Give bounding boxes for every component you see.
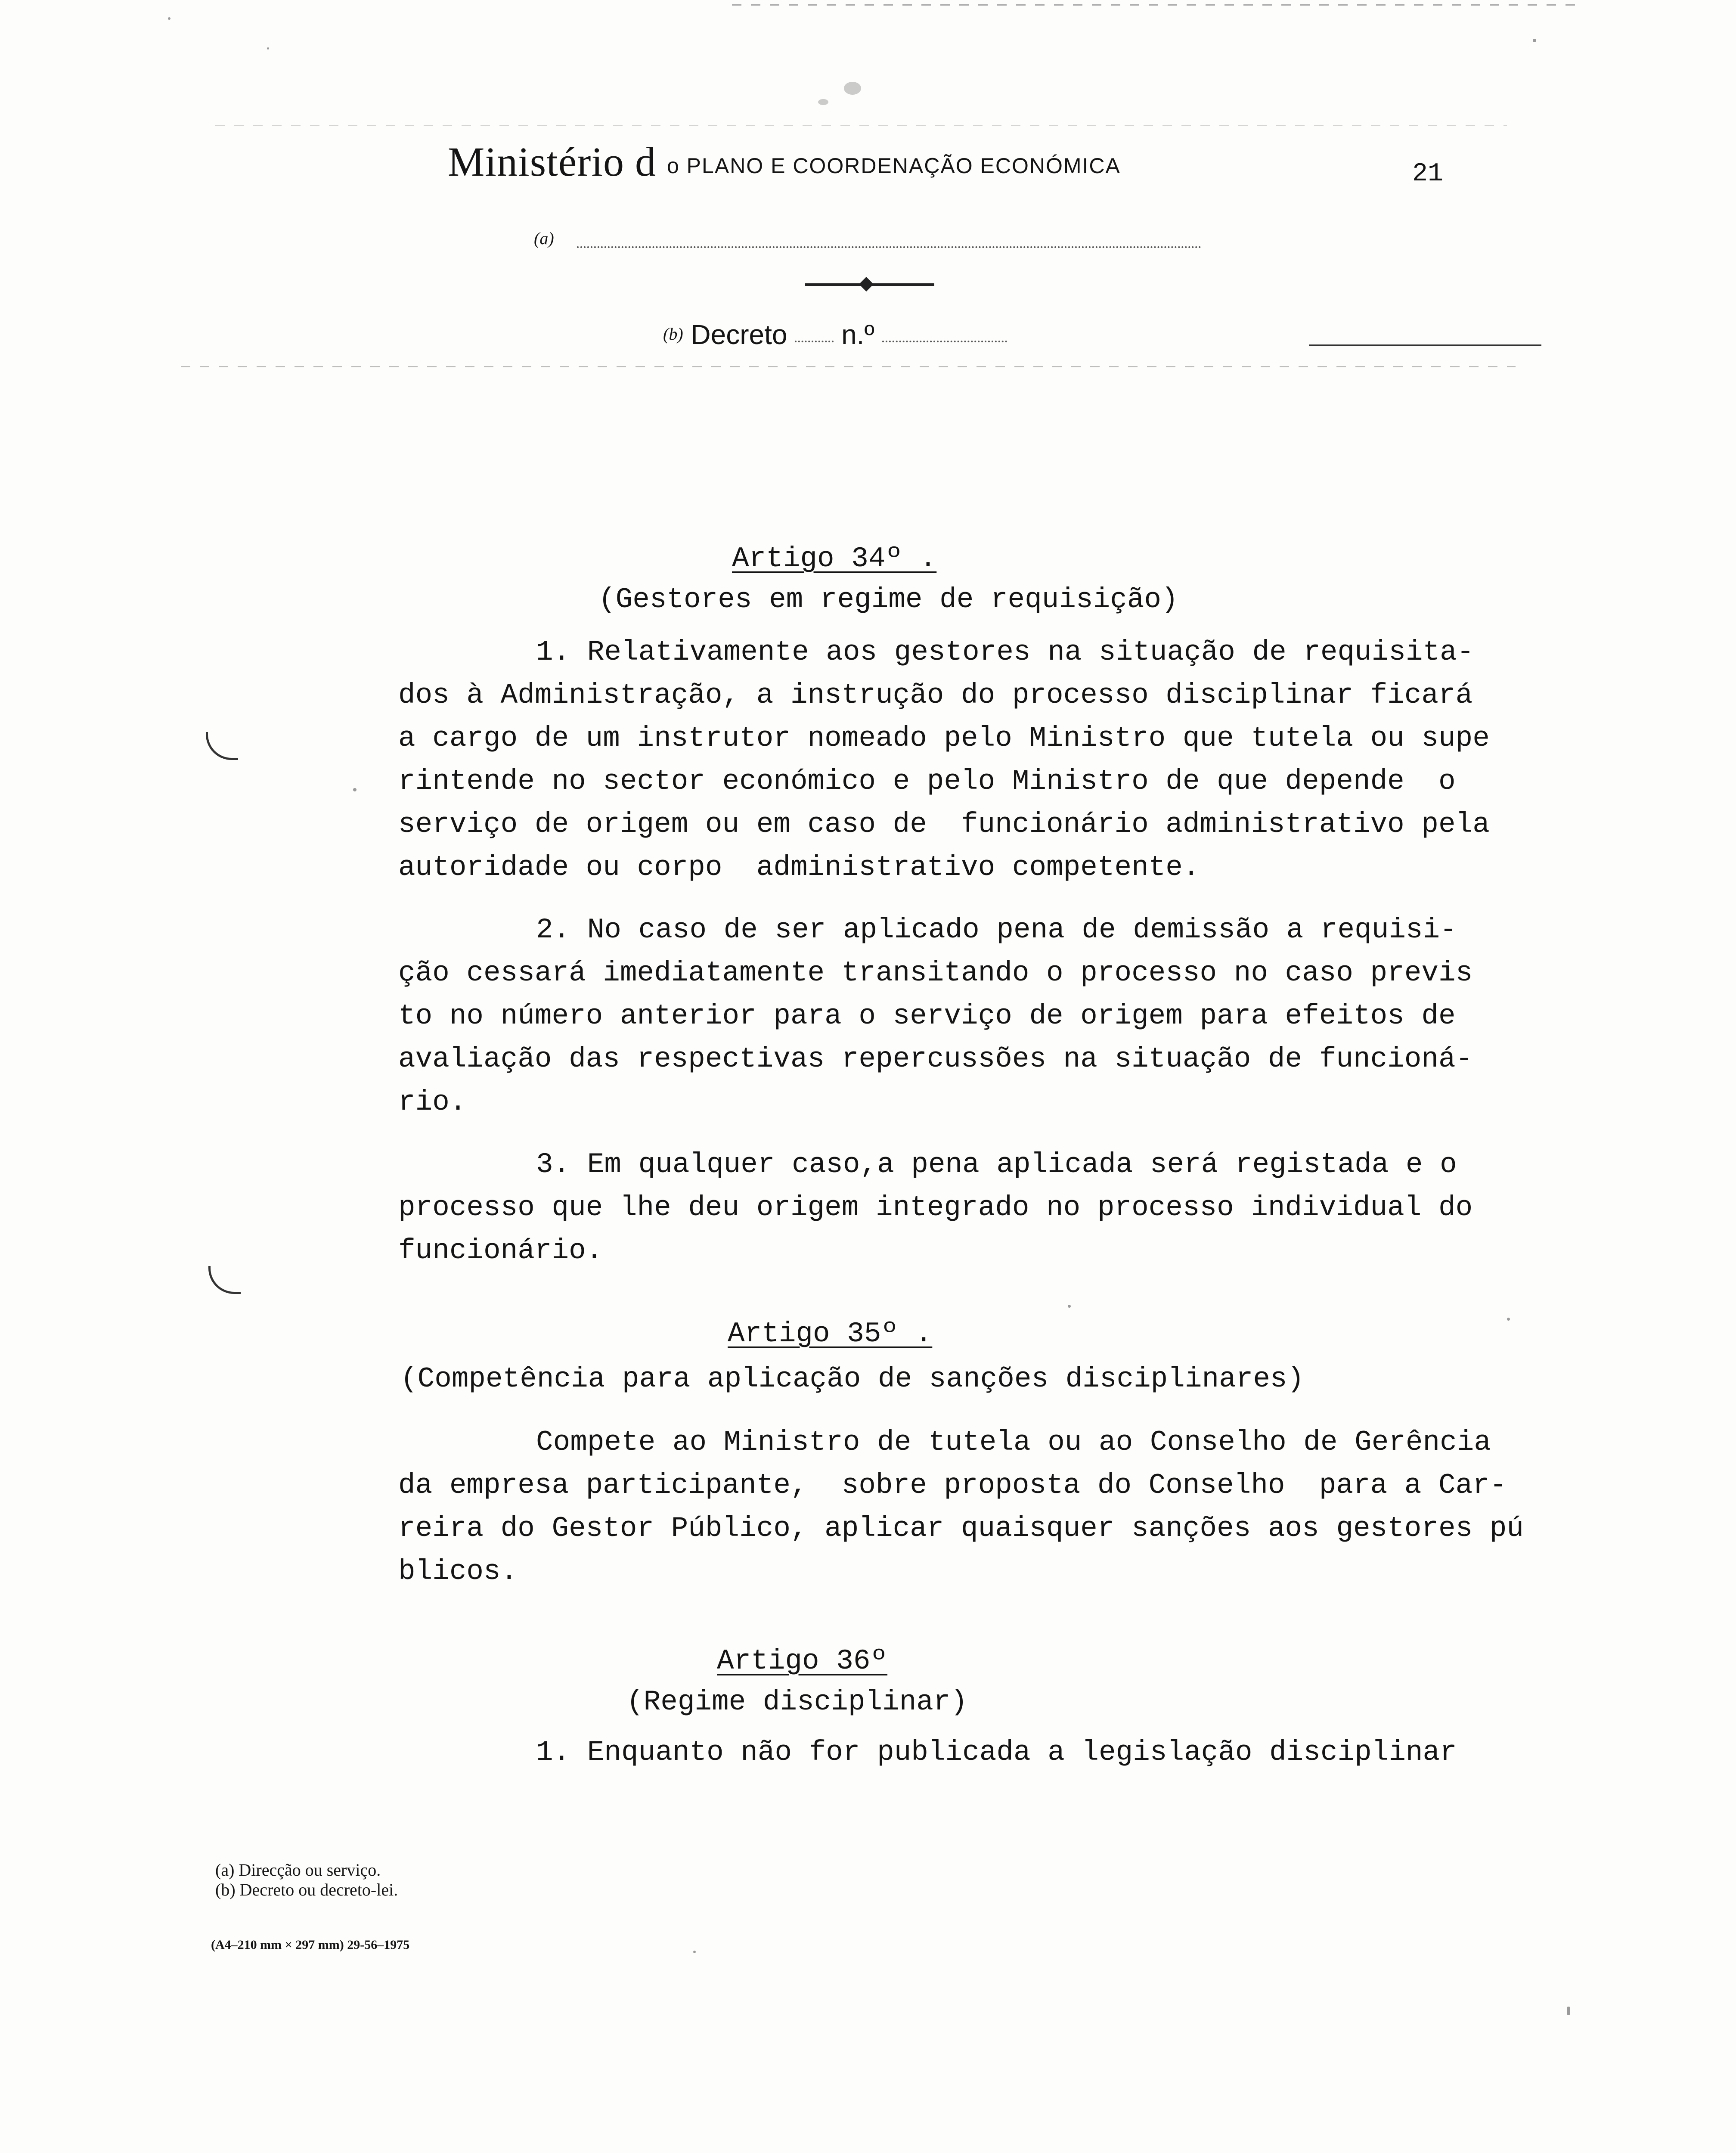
article-35-p1-line-3: reira do Gestor Público, aplicar quaisquer sanções aos gestores pú [398, 1512, 1524, 1545]
article-34-p2-line-5: rio. [398, 1086, 467, 1118]
article-34-title: Artigo 34º . [732, 543, 937, 575]
article-35-p1-line-4: blicos. [398, 1555, 518, 1588]
article-34-p2-line-3: to no número anterior para o serviço de origem para efeitos de [398, 1000, 1456, 1032]
decree-label: Decreto [691, 319, 787, 350]
article-34-p3-line-1: 3. Em qualquer caso,a pena aplicada será registada e o [536, 1148, 1457, 1181]
margin-mark [206, 732, 238, 760]
margin-mark [208, 1266, 241, 1294]
scan-noise-line [215, 125, 1507, 126]
scan-speck [693, 1951, 696, 1953]
field-a-blank [577, 246, 1201, 248]
article-34-p1-line-4: rintende no sector económico e pelo Ministro de que depende o [398, 765, 1456, 797]
scan-speck [1068, 1305, 1071, 1308]
article-36-p1-line-1: 1. Enquanto não for publicada a legislação disciplinar [536, 1736, 1457, 1768]
article-35-title: Artigo 35º . [728, 1318, 933, 1350]
article-36-subtitle: (Regime disciplinar) [626, 1686, 968, 1718]
scan-speck [1507, 1318, 1510, 1321]
article-34-p2-line-4: avaliação das respectivas repercussões na situação de funcioná- [398, 1043, 1473, 1075]
field-a-label: (a) [534, 229, 554, 248]
form-code: (A4–210 mm × 297 mm) 29-56–1975 [211, 1938, 410, 1952]
field-b-label: (b) [663, 324, 683, 344]
scan-speck [1567, 2007, 1570, 2015]
article-34-p1-line-1: 1. Relativamente aos gestores na situação de requisita- [536, 636, 1474, 668]
decree-number-blank [882, 341, 1007, 342]
scan-noise-line [732, 4, 1584, 6]
page-number: 21 [1412, 159, 1444, 189]
footnote-a: (a) Direcção ou serviço. [215, 1860, 381, 1880]
article-34-p2-line-2: ção cessará imediatamente transitando o processo no caso previs [398, 957, 1473, 989]
article-35-p1-line-1: Compete ao Ministro de tutela ou ao Conselho de Gerência [536, 1426, 1491, 1458]
article-34-p2-line-1: 2. No caso de ser aplicado pena de demissão a requisi- [536, 914, 1457, 946]
ministry-prefix: Ministério d [448, 139, 656, 185]
article-36-title: Artigo 36º [717, 1645, 888, 1677]
article-34-p1-line-3: a cargo de um instrutor nomeado pelo Ministro que tutela ou supe [398, 722, 1490, 754]
scan-speck [267, 47, 269, 50]
scan-speck [818, 99, 828, 105]
scan-speck [1533, 39, 1536, 42]
article-35-p1-line-2: da empresa participante, sobre proposta do Conselho para a Car- [398, 1469, 1507, 1502]
decree-type-blank [795, 341, 834, 342]
ministry-department: o PLANO E COORDENAÇÃO ECONÓMICA [666, 154, 1121, 178]
footnote-b: (b) Decreto ou decreto-lei. [215, 1880, 398, 1899]
article-34-p1-line-5: serviço de origem ou em caso de funcionário administrativo pela [398, 808, 1490, 841]
ornament-diamond-icon [859, 277, 874, 292]
scan-speck [168, 17, 170, 20]
scan-speck [353, 788, 356, 791]
decree-number-label: n.º [841, 319, 874, 350]
article-34-p3-line-3: funcionário. [398, 1235, 603, 1267]
ministry-heading [448, 138, 1121, 186]
article-35-subtitle: (Competência para aplicação de sanções disciplinares) [400, 1363, 1305, 1395]
scan-speck [844, 82, 861, 95]
article-34-p3-line-2: processo que lhe deu origem integrado no processo individual do [398, 1191, 1473, 1224]
article-34-subtitle: (Gestores em regime de requisição) [598, 583, 1178, 616]
decree-line [663, 319, 1007, 351]
scan-noise-line [181, 366, 1516, 367]
article-34-p1-line-2: dos à Administração, a instrução do processo disciplinar ficará [398, 679, 1473, 711]
article-34-p1-line-6: autoridade ou corpo administrativo competente. [398, 851, 1200, 884]
decree-rule [1309, 344, 1541, 346]
